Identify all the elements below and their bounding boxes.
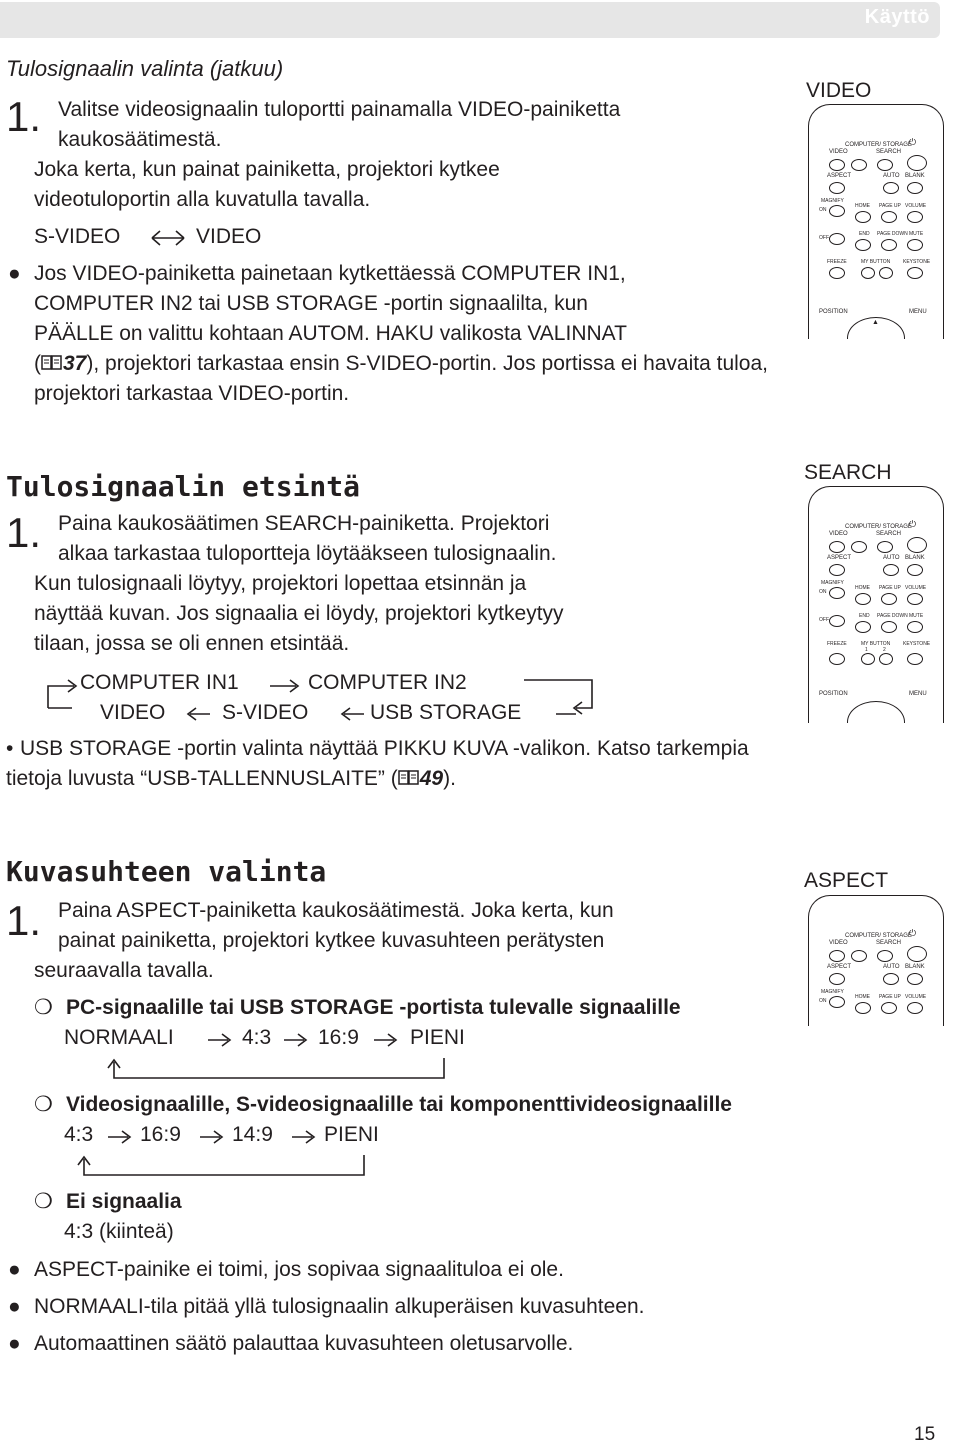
remote-video-button xyxy=(829,159,845,171)
remote-magnify-off-button xyxy=(829,615,845,627)
remote-page-up-button xyxy=(881,1002,897,1014)
section3-note2-bullet: ● xyxy=(8,1295,21,1318)
remote-key-auto: AUTO xyxy=(883,173,900,179)
group2-arrows xyxy=(70,1123,380,1179)
remote-storage-button xyxy=(851,541,867,553)
remote-page-up-button xyxy=(881,593,897,605)
remote-key-position: POSITION xyxy=(819,309,848,315)
remote-key-volume: VOLUME xyxy=(905,203,927,209)
page-number: 15 xyxy=(914,1424,936,1445)
remote-key-aspect: ASPECT xyxy=(827,173,852,179)
remote-auto-button xyxy=(883,182,899,194)
page-ref-49: 49 xyxy=(419,767,444,790)
section3-step-line3: seuraavalla tavalla. xyxy=(34,959,214,982)
remote-volume-button xyxy=(907,211,923,223)
remote-key-off: OFF xyxy=(819,235,829,241)
section3-note1: ASPECT-painike ei toimi, jos sopivaa signaalituloa ei ole. xyxy=(34,1258,564,1281)
header-bar xyxy=(0,2,940,38)
remote-key-volume: VOLUME xyxy=(905,585,927,591)
remote-key-home: HOME xyxy=(855,203,870,209)
remote-search-button xyxy=(877,159,893,171)
remote-key-position: POSITION xyxy=(819,691,848,697)
power-icon: ⏻ xyxy=(909,519,917,529)
remote-key-blank: BLANK xyxy=(905,555,925,561)
remote-key-menu: MENU xyxy=(909,691,927,697)
remote-key-page-up: PAGE UP xyxy=(879,994,901,1000)
remote-key-menu: MENU xyxy=(909,309,927,315)
section2-title: Tulosignaalin etsintä xyxy=(6,470,361,503)
remote-freeze-button xyxy=(829,267,845,279)
remote-key-page-up: PAGE UP xyxy=(879,585,901,591)
section3-title: Kuvasuhteen valinta xyxy=(6,855,327,888)
group2-seq-4-3: 4:3 xyxy=(64,1123,94,1146)
remote-aspect-button xyxy=(829,973,845,985)
section1-body-line1: Joka kerta, kun painat painiketta, projektori kytkee xyxy=(34,158,500,181)
remote-key-keystone: KEYSTONE xyxy=(903,259,931,265)
remote-key-computer-storage: COMPUTER/ STORAGE xyxy=(845,933,912,939)
remote-key-auto: AUTO xyxy=(883,964,900,970)
remote-key-keystone: KEYSTONE xyxy=(903,641,931,647)
remote-key-home: HOME xyxy=(855,585,870,591)
remote-blank-button xyxy=(907,182,923,194)
group2-title: Videosignaalille, S-videosignaalille tai komponenttivideosignaalille xyxy=(66,1093,732,1116)
group1-seq-16-9: 16:9 xyxy=(318,1026,359,1049)
section3-note2: NORMAALI-tila pitää yllä tulosignaalin alkuperäisen kuvasuhteen. xyxy=(34,1295,645,1318)
remote-page-up-button xyxy=(881,211,897,223)
book-icon xyxy=(398,769,420,787)
remote-key-my-1: 1 xyxy=(865,647,868,653)
remote-video-button xyxy=(829,541,845,553)
search-cycle-video: VIDEO xyxy=(100,701,166,724)
section2-note-line2-post: ). xyxy=(443,767,456,790)
section1-cycle-left: S-VIDEO xyxy=(34,225,121,248)
remote-video-button xyxy=(829,950,845,962)
section3-step-line1: Paina ASPECT-painiketta kaukosäätimestä. Joka kerta, kun xyxy=(58,899,614,922)
remote-blank-button xyxy=(907,564,923,576)
power-icon: ⏻ xyxy=(909,137,917,147)
remote-magnify-on-button xyxy=(829,587,845,599)
section3-step-line2: painat painiketta, projektori kytkee kuvasuhteen perätysten xyxy=(58,929,605,952)
section1-note-line4-rest: ), projektori tarkastaa ensin S-VIDEO-portin. Jos portissa ei havaita tuloa, xyxy=(86,352,768,375)
remote-aspect-button xyxy=(829,182,845,194)
section2-body-line2: näyttää kuvan. Jos signaalia ei löydy, projektori kytkeytyy xyxy=(34,602,564,625)
group2-circle-icon: ❍ xyxy=(34,1093,53,1116)
double-arrow-icon xyxy=(146,226,190,250)
remote-search-button xyxy=(877,541,893,553)
section2-body-line1: Kun tulosignaali löytyy, projektori lopettaa etsinnän ja xyxy=(34,572,527,595)
paren-open: ( xyxy=(34,352,41,375)
remote-key-on: ON xyxy=(819,589,827,595)
remote-key-magnify: MAGNIFY xyxy=(821,580,844,586)
remote-end-button xyxy=(855,239,871,251)
section2-note-line2-pre: tietoja luvusta “USB-TALLENNUSLAITE” ( xyxy=(6,767,398,790)
section2-step-number: 1. xyxy=(6,509,42,556)
remote-key-magnify: MAGNIFY xyxy=(821,989,844,995)
remote-key-blank: BLANK xyxy=(905,173,925,179)
remote-my-button-2 xyxy=(879,653,893,665)
remote-key-computer-storage: COMPUTER/ STORAGE xyxy=(845,524,912,530)
section1-step-line1: Valitse videosignaalin tuloportti painamalla VIDEO-painiketta xyxy=(58,98,621,121)
remote-home-button xyxy=(855,593,871,605)
section2-note-line1: USB STORAGE -portin valinta näyttää PIKKU KUVA -valikon. Katso tarkempia xyxy=(20,737,749,760)
section1-step-line2: kaukosäätimestä. xyxy=(58,128,222,151)
page-ref-37: 37 xyxy=(63,352,87,375)
remote-key-computer-storage: COMPUTER/ STORAGE xyxy=(845,142,912,148)
book-icon xyxy=(41,354,63,372)
remote-key-end: END xyxy=(859,613,870,619)
group2-seq-pieni: PIENI xyxy=(324,1123,379,1146)
group1-seq-4-3: 4:3 xyxy=(242,1026,272,1049)
remote-storage-button xyxy=(851,159,867,171)
group1-seq-normaali: NORMAALI xyxy=(64,1026,174,1049)
remote-keystone-button xyxy=(907,267,923,279)
remote-home-button xyxy=(855,1002,871,1014)
search-cycle-s-video: S-VIDEO xyxy=(222,701,309,724)
remote-dpad xyxy=(847,701,905,723)
remote-key-page-down: PAGE DOWN xyxy=(877,231,908,237)
remote-blank-button xyxy=(907,973,923,985)
section1-step-number: 1. xyxy=(6,93,42,140)
section2-step-line2: alkaa tarkastaa tuloportteja löytääkseen tulosignaalin. xyxy=(58,542,557,565)
remote-standby-button xyxy=(907,537,927,553)
remote-key-page-down: PAGE DOWN xyxy=(877,613,908,619)
remote-key-video: VIDEO xyxy=(829,531,848,537)
remote-auto-button xyxy=(883,973,899,985)
section2-step-line1: Paina kaukosäätimen SEARCH-painiketta. Projektori xyxy=(58,512,550,535)
remote-label-aspect: ASPECT xyxy=(804,869,889,892)
group3-title: Ei signaalia xyxy=(66,1190,182,1213)
search-cycle-computer-in1: COMPUTER IN1 xyxy=(80,671,239,694)
remote-storage-button xyxy=(851,950,867,962)
remote-volume-button xyxy=(907,1002,923,1014)
section2-body-line3: tilaan, jossa se oli ennen etsintää. xyxy=(34,632,350,655)
section2-note-bullet: • xyxy=(6,737,14,760)
remote-standby-button xyxy=(907,155,927,171)
section1-note-line2: COMPUTER IN2 tai USB STORAGE -portin signaalilta, kun xyxy=(34,292,588,315)
remote-key-search: SEARCH xyxy=(876,940,902,946)
search-cycle-usb-storage: USB STORAGE xyxy=(370,701,522,724)
section1-cycle-right: VIDEO xyxy=(196,225,262,248)
group2-seq-14-9: 14:9 xyxy=(232,1123,273,1146)
remote-keystone-button xyxy=(907,653,923,665)
section1-note-line4 xyxy=(34,349,768,379)
remote-auto-button xyxy=(883,564,899,576)
section1-note-line1: Jos VIDEO-painiketta painetaan kytkettäessä COMPUTER IN1, xyxy=(34,262,626,285)
remote-key-aspect: ASPECT xyxy=(827,964,852,970)
remote-my-button-1 xyxy=(861,653,875,665)
remote-search-button xyxy=(877,950,893,962)
section3-step-number: 1. xyxy=(6,897,42,944)
remote-page-down-button xyxy=(881,239,897,251)
section3-note3: Automaattinen säätö palauttaa kuvasuhteen oletusarvolle. xyxy=(34,1332,574,1355)
remote-mute-button xyxy=(907,239,923,251)
remote-control-illustration-3 xyxy=(808,895,944,1026)
remote-key-my-2: 2 xyxy=(883,647,886,653)
remote-key-auto: AUTO xyxy=(883,555,900,561)
remote-my-button-1 xyxy=(861,267,875,279)
remote-key-end: END xyxy=(859,231,870,237)
group1-circle-icon: ❍ xyxy=(34,996,53,1019)
remote-my-button-2 xyxy=(879,267,893,279)
remote-key-home: HOME xyxy=(855,994,870,1000)
remote-key-freeze: FREEZE xyxy=(827,259,847,265)
remote-key-page-up: PAGE UP xyxy=(879,203,901,209)
section2-note-line2 xyxy=(6,764,456,794)
remote-magnify-off-button xyxy=(829,233,845,245)
remote-volume-button xyxy=(907,593,923,605)
power-icon: ⏻ xyxy=(909,928,917,938)
group2-seq-16-9: 16:9 xyxy=(140,1123,181,1146)
remote-key-my-button: MY BUTTON xyxy=(861,641,891,647)
remote-key-search: SEARCH xyxy=(876,531,902,537)
remote-key-blank: BLANK xyxy=(905,964,925,970)
remote-key-on: ON xyxy=(819,207,827,213)
remote-standby-button xyxy=(907,946,927,962)
group3-value: 4:3 (kiinteä) xyxy=(64,1220,174,1243)
remote-label-search: SEARCH xyxy=(804,461,892,484)
remote-key-my-button: MY BUTTON xyxy=(861,259,891,265)
remote-key-volume: VOLUME xyxy=(905,994,927,1000)
remote-key-video: VIDEO xyxy=(829,149,848,155)
section1-note-line3: PÄÄLLE on valittu kohtaan AUTOM. HAKU valikosta VALINNAT xyxy=(34,322,627,345)
group3-circle-icon: ❍ xyxy=(34,1190,53,1213)
remote-key-magnify: MAGNIFY xyxy=(821,198,844,204)
section1-bullet: ● xyxy=(8,262,21,285)
remote-key-off: OFF xyxy=(819,617,829,623)
remote-key-aspect: ASPECT xyxy=(827,555,852,561)
remote-key-mute: MUTE xyxy=(909,613,924,619)
group1-arrows xyxy=(100,1026,460,1082)
remote-end-button xyxy=(855,621,871,633)
remote-key-mute: MUTE xyxy=(909,231,924,237)
remote-mute-button xyxy=(907,621,923,633)
section3-note1-bullet: ● xyxy=(8,1258,21,1281)
section3-note3-bullet: ● xyxy=(8,1332,21,1355)
search-cycle-computer-in2: COMPUTER IN2 xyxy=(308,671,467,694)
remote-aspect-button xyxy=(829,564,845,576)
group1-seq-pieni: PIENI xyxy=(410,1026,465,1049)
remote-key-on: ON xyxy=(819,998,827,1004)
remote-up-arrow-icon: ▲ xyxy=(872,319,879,326)
remote-key-video: VIDEO xyxy=(829,940,848,946)
remote-label-video: VIDEO xyxy=(806,79,872,102)
section1-title: Tulosignaalin valinta (jatkuu) xyxy=(6,56,284,81)
remote-magnify-on-button xyxy=(829,205,845,217)
remote-home-button xyxy=(855,211,871,223)
section1-note-line5: projektori tarkastaa VIDEO-portin. xyxy=(34,382,350,405)
section1-body-line2: videotuloportin alla kuvatulla tavalla. xyxy=(34,188,371,211)
remote-magnify-on-button xyxy=(829,996,845,1008)
remote-control-illustration-2 xyxy=(808,486,944,723)
remote-key-freeze: FREEZE xyxy=(827,641,847,647)
remote-freeze-button xyxy=(829,653,845,665)
header-label: Käyttö xyxy=(864,6,930,28)
remote-page-down-button xyxy=(881,621,897,633)
group1-title: PC-signaalille tai USB STORAGE -portista tulevalle signaalille xyxy=(66,996,681,1019)
remote-control-illustration-1 xyxy=(808,104,944,339)
remote-key-search: SEARCH xyxy=(876,149,902,155)
